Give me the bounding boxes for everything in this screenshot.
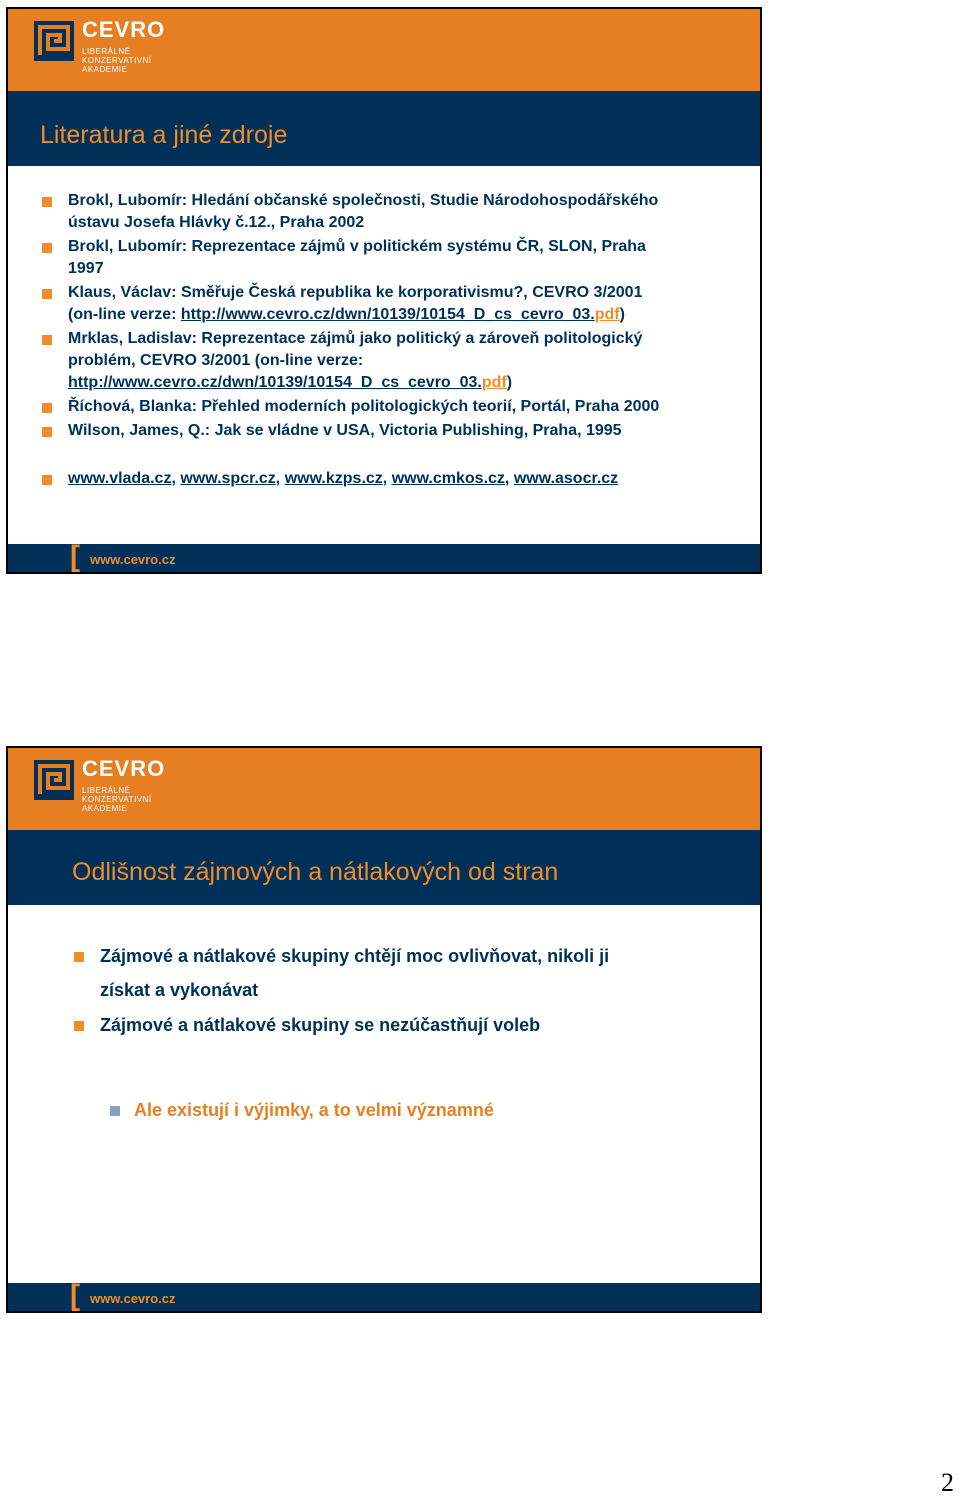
logo-subtitle: LIBERÁLNĚ KONZERVATIVNÍ AKADEMIE — [82, 786, 152, 813]
list-item: Zájmové a nátlakové skupiny chtějí moc ovlivňovat, nikoli ji získat a vykonávat — [100, 939, 609, 1007]
article-link-ext[interactable]: pdf — [594, 306, 620, 323]
footer-url[interactable]: www.cevro.cz — [90, 1291, 176, 1306]
article-link-ext[interactable]: pdf — [481, 374, 507, 391]
logo-brand: CEVRO — [82, 17, 166, 42]
bullet-icon — [42, 475, 52, 485]
logo-brand: CEVRO — [82, 756, 166, 781]
list-item: Brokl, Lubomír: Reprezentace zájmů v politickém systému ČR, SLON, Praha 1997 — [68, 236, 646, 280]
slide-footer — [8, 540, 760, 573]
slide-header — [8, 748, 760, 830]
list-item: Říchová, Blanka: Přehled moderních politologických teorií, Portál, Praha 2000 — [68, 396, 659, 418]
sub-bullet-icon — [110, 1106, 120, 1116]
title-band — [8, 91, 760, 166]
page-number: 2 — [941, 1468, 954, 1497]
slide-2 — [6, 746, 762, 1313]
cevro-logo — [34, 17, 184, 81]
slide-title: Odlišnost zájmových a nátlakových od stran — [72, 858, 559, 886]
list-item: Brokl, Lubomír: Hledání občanské společnosti, Studie Národohospodářského ústavu Josefa Hlávky č.12., Praha 2002 — [68, 190, 658, 234]
list-item: Wilson, James, Q.: Jak se vládne v USA, Victoria Publishing, Praha, 1995 — [68, 420, 622, 442]
title-band — [8, 830, 760, 905]
list-item: Zájmové a nátlakové skupiny se nezúčastňují voleb — [100, 1008, 540, 1042]
article-link[interactable]: http://www.cevro.cz/dwn/10139/10154_D_cs_cevro_03. — [180, 306, 595, 323]
bullet-icon — [42, 197, 52, 207]
slide-title: Literatura a jiné zdroje — [40, 121, 288, 149]
cevro-logo — [34, 756, 184, 820]
web-links-row: www.vlada.cz, www.spcr.cz, www.kzps.cz, www.cmkos.cz, www.asocr.cz — [68, 468, 618, 490]
link-kzps[interactable]: www.kzps.cz — [284, 470, 383, 487]
logo-mark-icon — [34, 760, 74, 800]
logo-subtitle: LIBERÁLNĚ KONZERVATIVNÍ AKADEMIE — [82, 47, 152, 74]
slide-1 — [6, 7, 762, 574]
bullet-icon — [74, 952, 84, 962]
list-item: Klaus, Václav: Směřuje Česká republika ke korporativismu?, CEVRO 3/2001 (on-line verze: http://www.cevro.cz/dwn/10139/10154_D_cs_cevro_03.pdf) — [68, 282, 642, 326]
footer-url[interactable]: www.cevro.cz — [90, 552, 176, 567]
article-link[interactable]: http://www.cevro.cz/dwn/10139/10154_D_cs_cevro_03. — [68, 374, 482, 391]
link-spcr[interactable]: www.spcr.cz — [180, 470, 276, 487]
sub-list-item: Ale existují i výjimky, a to velmi významné — [134, 1093, 494, 1127]
bullet-icon — [42, 335, 52, 345]
bullet-icon — [74, 1021, 84, 1031]
list-item: Mrklas, Ladislav: Reprezentace zájmů jako politický a zároveň politologický problém, CEVRO 3/2001 (on-line verze: http://www.cevro.cz/dwn/10139/10154_D_cs_cevro_03.pdf) — [68, 328, 642, 394]
link-cmkos[interactable]: www.cmkos.cz — [391, 470, 505, 487]
bullet-icon — [42, 427, 52, 437]
bullet-icon — [42, 289, 52, 299]
footer-bracket: [ — [70, 540, 80, 573]
link-asocr[interactable]: www.asocr.cz — [513, 470, 619, 487]
slide-header — [8, 9, 760, 91]
bullet-icon — [42, 403, 52, 413]
logo-mark-icon — [34, 21, 74, 61]
link-vlada[interactable]: www.vlada.cz — [68, 470, 172, 487]
slide-footer — [8, 1279, 760, 1312]
footer-bracket: [ — [70, 1279, 80, 1312]
bullet-icon — [42, 243, 52, 253]
